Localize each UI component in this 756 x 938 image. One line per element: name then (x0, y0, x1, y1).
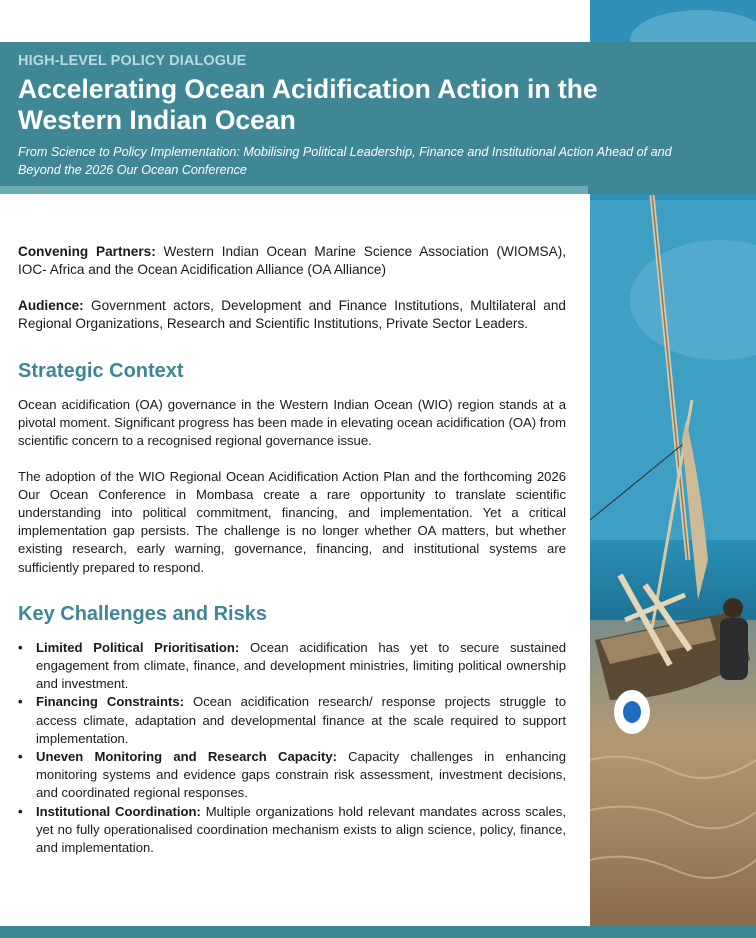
challenges-list (18, 639, 566, 857)
convening-partners (18, 243, 566, 279)
header-stripe (0, 186, 588, 194)
context-paragraph: The adoption of the WIO Regional Ocean Acidification Action Plan and the forthcoming 2026 Our Ocean Conference in Mombasa create a rare opportunity to translate scientific understanding into political commitment, financing, and implementation. Yet a critical implementation gap persists. The challenge is no longer whether OA matters, but whether existing research, early warning, governance, financing, and institutional systems are sufficiently prepared to respond. (18, 468, 566, 575)
page-title: Accelerating Ocean Acidification Action in the Western Indian Ocean (18, 74, 598, 135)
item-text: Multiple organizations hold relevant mandates across scales, yet no fully operationalised coordination mechanism exists to align science, policy, finance, and implementation. (36, 803, 566, 856)
item-title: Limited Political Prioritisation: (36, 639, 240, 655)
item-title: Uneven Monitoring and Research Capacity: (36, 749, 337, 765)
item-text: Ocean acidification has yet to secure sustained engagement from climate, finance, and development ministries, limiting political ownership and investment. (36, 639, 567, 692)
footer-bar (0, 926, 756, 938)
kicker-label: HIGH-LEVEL POLICY DIALOGUE (18, 53, 247, 69)
bullet-icon: • (18, 749, 23, 765)
bullet-icon: • (18, 639, 23, 655)
bullet-icon: • (18, 803, 23, 819)
item-title: Financing Constraints: (36, 694, 184, 710)
audience-label: Audience: (18, 298, 84, 313)
partners-label: Convening Partners: (18, 244, 156, 259)
bullet-icon: • (18, 694, 23, 710)
list-item (18, 693, 566, 748)
page-subtitle: From Science to Policy Implementation: Mobilising Political Leadership, Finance and Institutional Action Ahead of and Beyond the 2026 Our Ocean Conference (18, 145, 672, 177)
audience-text: Government actors, Development and Finance Institutions, Multilateral and Regional Organizations, Research and Scientific Institutions, Private Sector Leaders. (18, 298, 566, 331)
item-title: Institutional Coordination: (36, 803, 201, 819)
challenges-heading: Key Challenges and Risks (18, 602, 267, 625)
item-text: Ocean acidification research/ response projects struggle to access climate, adaptation and developmental finance at the scale required to support implementation. (36, 694, 566, 746)
strategic-context-heading: Strategic Context (18, 360, 184, 382)
list-item (18, 803, 566, 858)
item-text: Capacity challenges in enhancing monitoring systems and evidence gaps constrain risk assessment, investment decisions, and coordinated regional responses. (36, 749, 566, 801)
context-paragraph: Ocean acidification (OA) governance in the Western Indian Ocean (WIO) region stands at a pivotal moment. Significant progress has been made in elevating ocean acidification (OA) from scientific concern to a recognised regional governance issue. (18, 397, 566, 449)
partners-text: Western Indian Ocean Marine Science Association (WIOMSA), IOC- Africa and the Ocean Acidification Alliance (OA Alliance) (18, 244, 566, 277)
list-item (18, 748, 566, 803)
audience (18, 297, 566, 333)
main-content (18, 243, 566, 857)
list-item (18, 639, 566, 694)
